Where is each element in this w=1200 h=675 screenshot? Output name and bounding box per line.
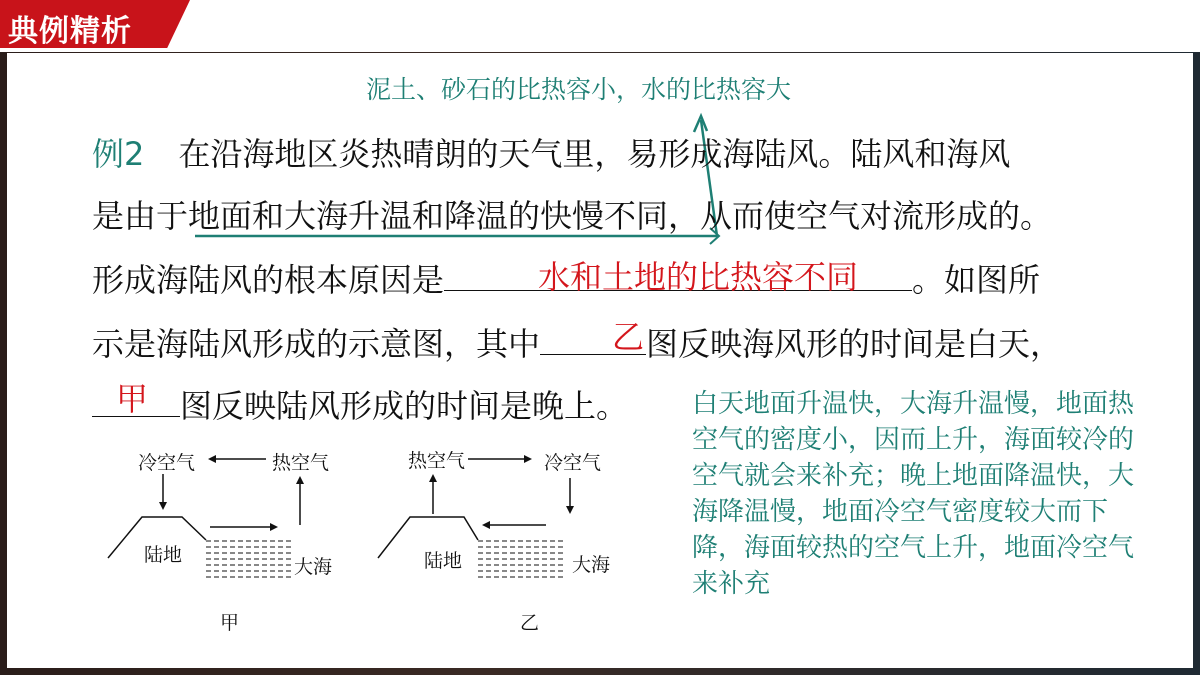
answer-1: 水和土地的比热容不同	[538, 258, 859, 296]
yi-land-label: 陆地	[424, 550, 463, 572]
answer-2: 乙	[612, 318, 645, 356]
jia-sea-label: 大海	[294, 556, 333, 578]
line1-text: 在沿海地区炎热晴朗的天气里，易形成海陆风。陆风和海风	[178, 135, 1011, 173]
jia-top-right-label: 热空气	[272, 452, 330, 474]
question-line-4	[92, 324, 1062, 364]
yi-caption: 乙	[520, 612, 540, 634]
example-label: 例2	[92, 135, 145, 173]
line2-underlined: 地面和大海升温和降温的快慢不同	[188, 197, 669, 235]
yi-top-left-label: 热空气	[408, 450, 466, 472]
line3-post: 。如图所	[912, 261, 1041, 299]
line4-pre: 示是海陆风形成的示意图，其中	[92, 325, 541, 363]
jia-caption: 甲	[220, 612, 240, 634]
line2-pre: 是由于	[92, 197, 189, 235]
explanation-note: 白天地面升温快，大海升温慢，地面热空气的密度小，因而上升，海面较冷的空气就会来补充；晚上地面降温快，大海降温慢，地面冷空气密度较大而下降，海面较热的空气上升，地面冷空气来补充	[692, 389, 1135, 599]
jia-top-left-label: 冷空气	[138, 452, 196, 474]
yi-top-right-label: 冷空气	[544, 452, 602, 474]
page-title: 典例精析	[8, 14, 132, 49]
line4-post: 图反映海风形的时间是白天，	[646, 325, 1063, 363]
line3-pre: 形成海陆风的根本原因是	[92, 261, 445, 299]
line2-post: ，从而使空气对流形成的。	[668, 197, 1053, 235]
question-line-1	[92, 134, 1010, 174]
answer-3: 甲	[116, 380, 149, 418]
annotation-top: 泥土、砂石的比热容小，水的比热容大	[366, 75, 792, 104]
yi-sea-label: 大海	[572, 554, 611, 576]
jia-land-label: 陆地	[144, 544, 183, 566]
question-line-5	[92, 386, 628, 426]
line5-post: 图反映陆风形成的时间是晚上。	[180, 387, 629, 425]
question-line-2	[92, 196, 1052, 236]
